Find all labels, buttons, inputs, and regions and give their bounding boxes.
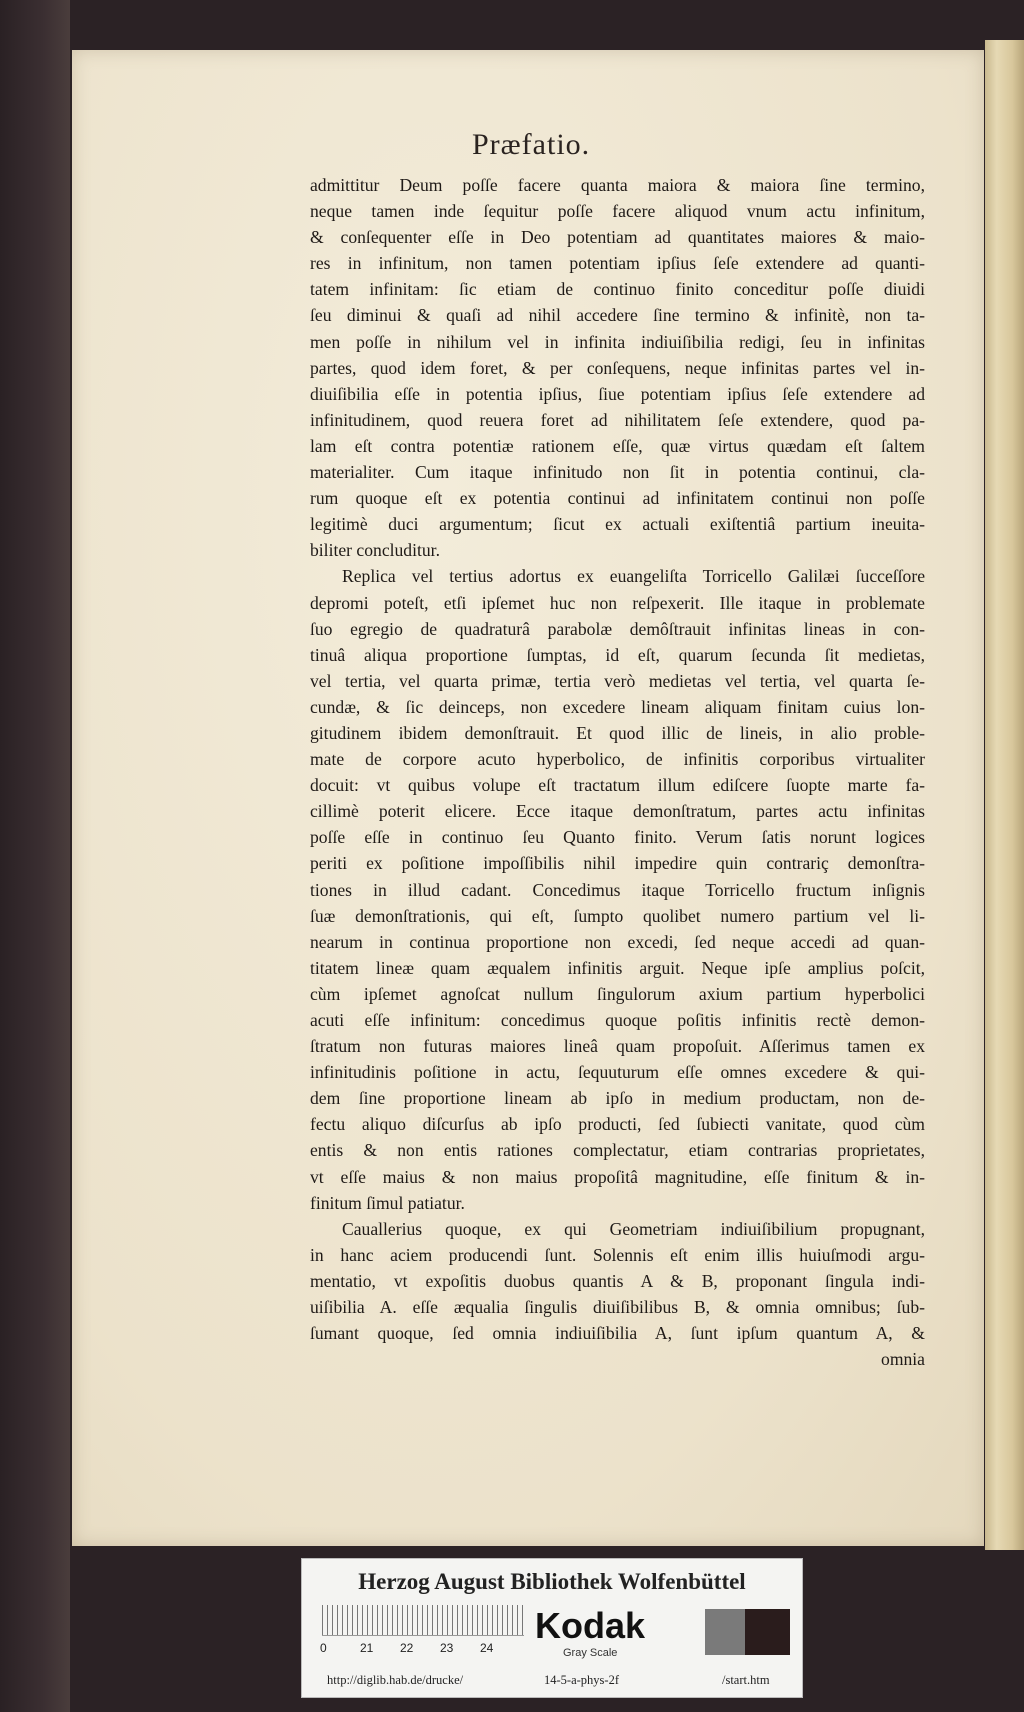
text-line: partes, quod idem foret, & per conſequens, neque infinitas partes vel in- (310, 357, 925, 378)
text-line: titatem lineæ quam æqualem infinitis arguit. Neque ipſe amplius poſcit, (310, 957, 925, 978)
gray-swatch (705, 1609, 745, 1655)
text-line: periti ex poſitione impoſſibilis nihil impedire quin contrariç demonſtra- (310, 853, 925, 874)
ruler-number: 23 (440, 1641, 454, 1655)
text-line: ſumant quoque, ſed omnia indiuiſibilia A, ſunt ipſum quantum A, & (310, 1323, 925, 1344)
text-line: omnia (881, 1349, 925, 1370)
text-line: ſuo egregio de quadraturâ parabolæ demôſtrauit infinitas lineas in con- (310, 618, 925, 639)
text-line: dem ſine proportione lineam ab ipſo in medium productam, non de- (310, 1088, 925, 1109)
page-header: Præfatio. (472, 128, 591, 161)
text-line: entis & non entis rationes complectatur, etiam contrarias proprietates, (310, 1140, 925, 1161)
text-line: tinuâ aliqua proportione ſumptas, id eſt, quarum ſecunda ſit medietas, (310, 644, 925, 665)
start-page-link[interactable]: /start.htm (722, 1673, 770, 1687)
text-line: res in infinitum, non tamen potentiam ipſius ſeſe extendere ad quanti- (310, 253, 925, 274)
ruler-number: 24 (480, 1641, 494, 1655)
text-line: ſtratum non futuras maiores lineâ quam propoſuit. Aſſerimus tamen ex (310, 1036, 925, 1057)
text-line: neque tamen inde ſequitur poſſe facere aliquod vnum actu infinitum, (310, 201, 925, 222)
text-line: Replica vel tertius adortus ex euangeliſta Torricello Galilæi ſucceſſore (342, 566, 925, 587)
kodak-logo: Kodak (535, 1605, 646, 1646)
ruler-number: 22 (400, 1641, 414, 1655)
text-line: & conſequenter eſſe in Deo potentiam ad quantitates maiores & maio- (310, 227, 925, 248)
text-line: tatem infinitam: ſic etiam de continuo finito conceditur poſſe diuidi (310, 279, 925, 300)
text-line: gitudinem ibidem demonſtrauit. Et quod illic de lineis, in alio proble- (310, 722, 925, 743)
text-line: diuiſibilia eſſe in potentia ipſius, ſiue potentiam ipſius ſeſe extendere ad (310, 383, 925, 404)
text-line: tiones in illud cadant. Concedimus itaque Torricello fructum inſignis (310, 879, 925, 900)
dark-swatch (745, 1609, 790, 1655)
ruler-numbers (320, 1641, 540, 1655)
text-line: nearum in continua proportione non excedi, ſed neque accedi ad quan- (310, 931, 925, 952)
text-line: biliter concluditur. (310, 540, 440, 561)
text-line: in hanc aciem producendi ſunt. Solennis eſt enim illis huiuſmodi argu- (310, 1244, 925, 1265)
text-line: uiſibilia A. eſſe æqualia ſingulis diuiſibilibus B, & omnia omnibus; ſub- (310, 1297, 925, 1318)
text-line: admittitur Deum poſſe facere quanta maiora & maiora ſine termino, (310, 175, 925, 195)
library-name: Herzog August Bibliothek Wolfenbüttel (358, 1569, 746, 1594)
text-line: finitum ſimul patiatur. (310, 1192, 465, 1213)
text-line: materialiter. Cum itaque infinitudo non ſit in potentia continui, cla- (310, 462, 925, 483)
text-line: infinitudinis poſitione in actu, ſequuturum eſſe omnes excedere & qui- (310, 1062, 925, 1083)
text-line: cillimè poterit elicere. Ecce itaque demonſtratum, partes actu infinitas (310, 801, 925, 822)
text-line: lam eſt contra potentiæ rationem eſſe, quæ virtus quædam eſt ſaltem (310, 435, 925, 456)
text-line: cùm ipſemet agnoſcat nullum ſingulorum axium partium hyperbolici (310, 983, 925, 1004)
scanner-background (0, 0, 70, 1712)
shelfmark: 14-5-a-phys-2f (544, 1673, 619, 1687)
digital-library-url[interactable]: http://diglib.hab.de/drucke/ (327, 1673, 464, 1687)
text-line: cundæ, & ſic deinceps, non excedere lineam aliquam finitam cuius lon- (310, 696, 925, 717)
gray-scale-label: Gray Scale (563, 1647, 618, 1659)
page-body-text (310, 172, 925, 1372)
text-line: ſuæ demonſtrationis, qui eſt, ſumpto quolibet numero partium vel li- (310, 905, 925, 926)
text-line: docuit: vt quibus volupe eſt tractatum illum ediſcere ſuopte marte fa- (310, 775, 925, 796)
text-line: ſeu diminui & quaſi ad nihil accedere ſine termino & infinitè, non ta- (310, 305, 925, 326)
ruler-number: 21 (360, 1641, 374, 1655)
text-line: rum quoque eſt ex potentia continui ad infinitatem continui non poſſe (310, 488, 925, 509)
measurement-ruler (322, 1605, 524, 1636)
text-line: infinitudinem, quod reuera foret ad nihilitatem ſeſe extendere, quod pa- (310, 409, 925, 430)
text-line: poſſe eſſe in continuo ſeu Quanto finito. Verum ſatis norunt logices (310, 827, 925, 848)
text-line: mentatio, vt expoſitis duobus quantis A & B, proponant ſingula indi- (310, 1270, 925, 1291)
text-line: vel tertia, vel quarta primæ, tertia verò medietas vel tertia, vel quarta ſe- (310, 670, 925, 691)
text-line: vt eſſe maius & non maius propoſitâ magnitudine, eſſe finitum & in- (310, 1166, 925, 1187)
ruler-number: 0 (320, 1641, 327, 1655)
text-line: mate de corpore acuto hyperbolico, de infinitis corporibus virtualiter (310, 749, 925, 770)
text-line: fectu aliquo diſcurſus ab ipſo producti, ſed ſubiecti vanitate, quod cùm (310, 1114, 925, 1135)
calibration-card (301, 1558, 803, 1698)
text-line: acuti eſſe infinitum: concedimus quoque poſitis infinitis rectè demon- (310, 1010, 925, 1030)
text-line: Cauallerius quoque, ex qui Geometriam indiuiſibilium propugnant, (342, 1218, 925, 1239)
text-line: depromi poteſt, etſi ipſemet huc non reſpexerit. Ille itaque in problemate (310, 592, 925, 613)
adjacent-page-edge (985, 40, 1024, 1550)
text-line: legitimè duci argumentum; ſicut ex actuali exiſtentiâ partium ineuita- (310, 514, 925, 535)
text-line: men poſſe in nihilum vel in infinita indiuiſibilia redigi, ſeu in infinitas (310, 331, 925, 352)
